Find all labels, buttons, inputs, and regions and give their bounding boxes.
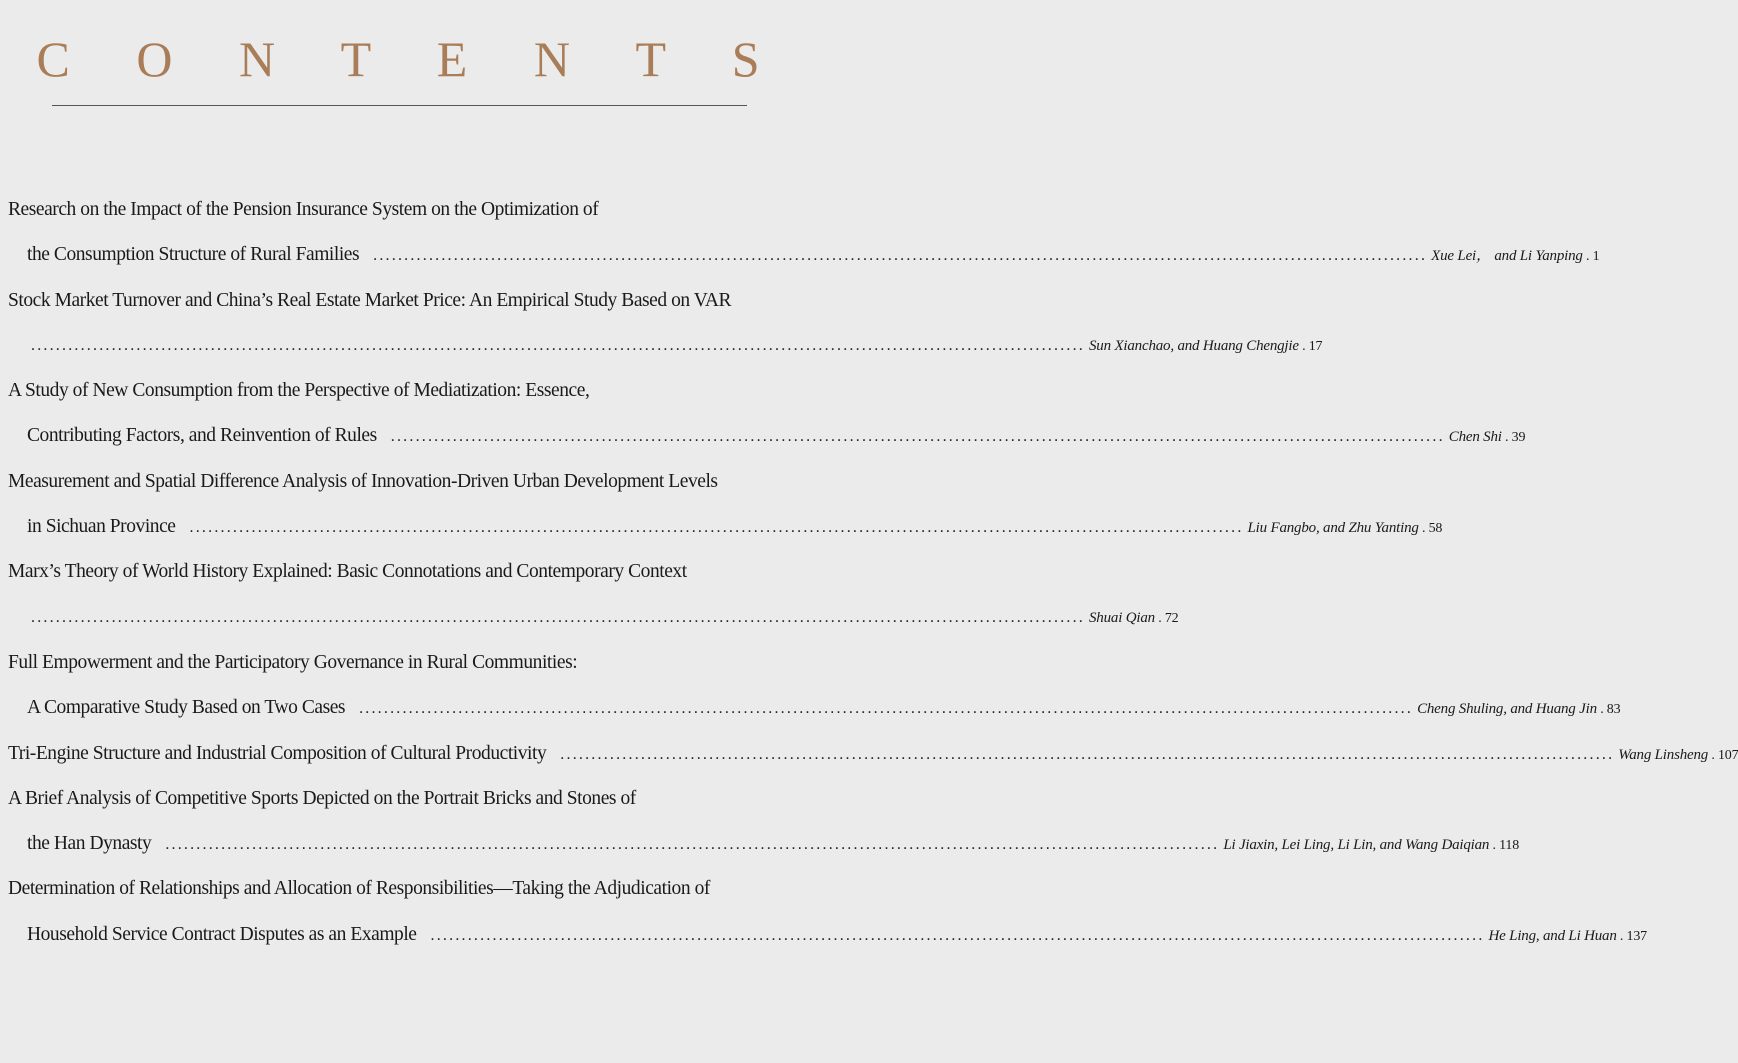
dot-leader: .......................................................................................................................................................................... [31, 336, 1085, 354]
dot-leader: .......................................................................................................................................................................... [31, 608, 1085, 626]
entry-page-number: . 107 [1708, 747, 1738, 763]
entry-title: Contributing Factors, and Reinvention of Rules [27, 425, 377, 447]
entry-authors: Cheng Shuling, and Huang Jin [1417, 701, 1597, 718]
entry-authors: Liu Fangbo, and Zhu Yanting [1247, 520, 1419, 537]
dot-leader: .......................................................................................................................................................................... [390, 428, 1445, 446]
entry-title: the Han Dynasty [27, 833, 152, 855]
entry-title: A Comparative Study Based on Two Cases [27, 697, 346, 719]
dot-leader: .......................................................................................................................................................................... [560, 745, 1615, 763]
entry-page-number: . 58 [1418, 521, 1443, 537]
heading-rule [52, 105, 747, 106]
dot-leader: .......................................................................................................................................................................... [430, 926, 1485, 944]
entry-authors: Shuai Qian [1089, 609, 1155, 626]
entry-title: Tri-Engine Structure and Industrial Composition of Cultural Productivity [8, 742, 547, 764]
entry-authors: Chen Shi [1448, 429, 1502, 446]
toc-entry[interactable] [0, 866, 1647, 957]
entry-title: Marx’s Theory of World History Explained: Basic Connotations and Contemporary Context [8, 561, 687, 583]
entry-authors: Wang Linsheng [1618, 746, 1709, 763]
entry-page-number: . 137 [1616, 928, 1647, 944]
entry-authors: Sun Xianchao, and Huang Chengjie [1089, 337, 1299, 354]
entry-page-number: . 118 [1489, 838, 1519, 854]
entry-title: Stock Market Turnover and China’s Real Estate Market Price: An Empirical Study Based on VAR [8, 289, 732, 311]
entry-authors: Li Jiaxin, Lei Ling, Li Lin, and Wang Daiqian [1223, 837, 1490, 854]
entry-authors: He Ling, and Li Huan [1488, 927, 1617, 944]
entry-title: Household Service Contract Disputes as an Example [27, 923, 417, 945]
toc-entry[interactable] [0, 187, 1600, 278]
toc-entry[interactable] [0, 368, 1526, 459]
entry-page-number: . 83 [1596, 702, 1621, 718]
entry-title: A Brief Analysis of Competitive Sports Depicted on the Portrait Bricks and Stones of [8, 787, 636, 809]
entry-title: in Sichuan Province [27, 516, 176, 538]
toc-entry[interactable] [0, 640, 1621, 731]
toc-entry[interactable] [0, 731, 1738, 776]
entry-page-number: . 39 [1501, 430, 1526, 446]
entry-title: Full Empowerment and the Participatory Governance in Rural Communities: [8, 651, 578, 673]
toc-entry[interactable] [0, 776, 1519, 867]
toc-entry[interactable] [0, 459, 1443, 550]
toc-entry[interactable] [0, 549, 1179, 640]
entry-authors: Xue Lei， and Li Yanping [1431, 248, 1583, 265]
table-of-contents [0, 187, 1738, 957]
entry-title: Research on the Impact of the Pension Insurance System on the Optimization of [8, 199, 599, 220]
dot-leader: .......................................................................................................................................................................... [189, 519, 1244, 537]
entry-page-number: . 17 [1298, 338, 1323, 354]
entry-title: the Consumption Structure of Rural Families [27, 244, 360, 266]
contents-heading: C O N T E N T S [36, 31, 787, 87]
toc-entry[interactable] [0, 278, 1323, 369]
dot-leader: .......................................................................................................................................................................... [373, 247, 1428, 265]
entry-title: Determination of Relationships and Allocation of Responsibilities—Taking the Adjudication of [8, 878, 710, 900]
entry-page-number: . 72 [1154, 610, 1179, 626]
entry-page-number: . 1 [1582, 249, 1600, 265]
dot-leader: .......................................................................................................................................................................... [359, 700, 1414, 718]
entry-title: A Study of New Consumption from the Perspective of Mediatization: Essence, [8, 380, 590, 402]
dot-leader: .......................................................................................................................................................................... [165, 836, 1220, 854]
entry-title: Measurement and Spatial Difference Analysis of Innovation-Driven Urban Development Levels [8, 470, 718, 492]
